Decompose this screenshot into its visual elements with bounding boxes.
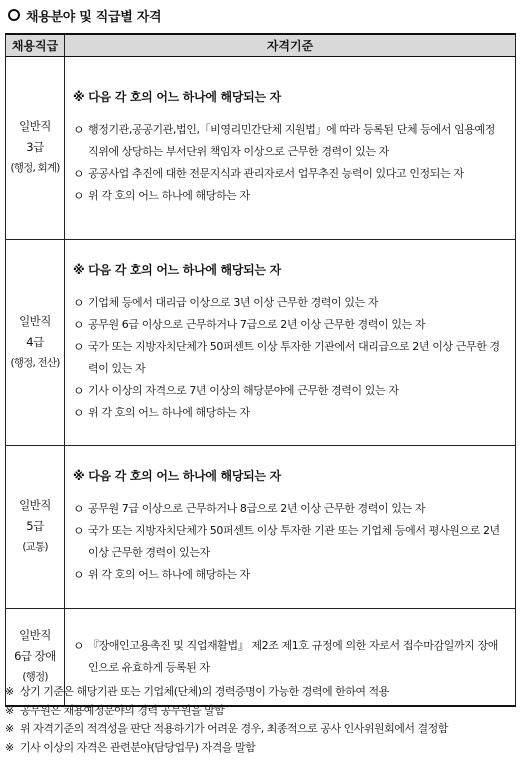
footnote-text: 위 자격기준의 적격성을 판단 적용하기가 어려운 경우, 최종적으로 공사 인사위원회에서 결정함 — [20, 722, 448, 735]
grade-line: 일반직 — [19, 119, 51, 133]
section-heading — [8, 4, 161, 26]
criteria-heading: ※ 다음 각 호의 어느 하나에 해당되는 자 — [73, 90, 281, 104]
circle-bullet-icon — [8, 9, 20, 21]
header-criteria: 자격기준 — [65, 34, 516, 56]
bullet-mark: ㅇ — [73, 405, 85, 420]
table-row — [6, 445, 516, 608]
bullet-mark: ㅇ — [73, 295, 85, 310]
header-grade: 채용직급 — [6, 34, 65, 56]
list-item — [73, 185, 507, 207]
bullet-mark: ㅇ — [73, 167, 85, 181]
footnote-text: 상기 기준은 해당기관 또는 기업체(단체)의 경력증명이 가능한 경력에 한하여 적용 — [20, 685, 389, 698]
list-item-text: 행정기관,공공기관,법인,「비영리민간단체 지원법」에 따라 등록된 단체 등에서 임용예정 직위에 상당하는 부서단위 책임자 이상으로 근무한 경력이 있는 자 — [88, 123, 495, 158]
note-mark: ※ — [5, 685, 14, 698]
list-item-text: 공공사업 추진에 대한 전문지식과 관리자로서 업무추진 능력이 있다고 인정되는 자 — [88, 167, 464, 180]
qualification-table — [5, 33, 516, 707]
grade-line: 일반직 — [19, 313, 51, 328]
list-item-text: 공무원 6급 이상으로 근무하거나 7급으로 2년 이상 근무한 경력이 있는 자 — [88, 317, 426, 331]
footnote-text: 기사 이상의 자격은 관련분야(담당업무) 자격을 말함 — [20, 740, 256, 754]
list-item-text: 『장애인고용촉진 및 직업재활법』 제2조 제1호 규정에 의한 자로서 접수마감일까지 장애인으로 유효하게 등록된 자 — [88, 638, 498, 674]
bullet-mark: ㅇ — [73, 317, 85, 332]
list-item-text: 국가 또는 지방자치단체가 50퍼센트 이상 투자한 기관에서 대리급으로 2년 이상 근무한 경력이 있는 자 — [88, 339, 500, 375]
bullet-mark: ㅇ — [73, 123, 85, 137]
list-item — [73, 635, 507, 679]
bullet-mark: ㅇ — [73, 502, 85, 516]
bullet-mark: ㅇ — [73, 524, 85, 538]
note-mark: ※ — [5, 740, 14, 754]
list-item-text: 국가 또는 지방자치단체가 50퍼센트 이상 투자한 기관 또는 기업체 등에서 평사원으로 2년 이상 근무한 경력이 있는자 — [88, 524, 500, 559]
list-item — [73, 119, 507, 163]
list-item — [73, 520, 507, 564]
grade-line: 일반직 — [19, 628, 51, 643]
list-item-text: 위 각 호의 어느 하나에 해당하는 자 — [88, 189, 250, 202]
list-item-text: 공무원 7급 이상으로 근무하거나 8급으로 2년 이상 근무한 경력이 있는 자 — [88, 502, 426, 515]
grade-line: 6급 장애 — [14, 649, 56, 664]
criteria-cell — [65, 445, 516, 608]
grade-line: 3급 — [26, 140, 44, 154]
footnotes — [5, 683, 517, 757]
list-item — [73, 564, 507, 586]
grade-line: (행정, 회계) — [10, 162, 60, 174]
grade-line: 일반직 — [19, 498, 51, 512]
grade-line: (행정, 전산) — [10, 356, 60, 369]
list-item — [73, 498, 507, 520]
list-item — [73, 292, 507, 314]
list-item — [73, 336, 507, 380]
list-item — [73, 163, 507, 185]
list-item — [73, 314, 507, 336]
grade-cell — [6, 239, 65, 445]
list-item-text: 기사 이상의 자격으로 7년 이상의 해당분야에 근무한 경력이 있는 자 — [88, 383, 399, 397]
list-item — [73, 380, 507, 402]
table-row — [6, 56, 516, 239]
bullet-mark: ㅇ — [73, 383, 85, 398]
grade-line: 4급 — [26, 334, 44, 349]
bullet-mark: ㅇ — [73, 189, 85, 203]
criteria-cell — [65, 56, 516, 239]
grade-cell — [6, 56, 65, 239]
list-item — [73, 402, 507, 424]
bullet-mark: ㅇ — [73, 638, 85, 653]
criteria-heading: ※ 다음 각 호의 어느 하나에 해당되는 자 — [73, 262, 281, 277]
table-row — [6, 239, 516, 445]
footnote-text: 공무원은 채용예정분야의 경력 공무원을 말함 — [20, 703, 225, 717]
criteria-heading: ※ 다음 각 호의 어느 하나에 해당되는 자 — [73, 469, 281, 483]
footnote — [5, 720, 517, 739]
note-mark: ※ — [5, 703, 14, 717]
bullet-mark: ㅇ — [73, 339, 85, 354]
footnote — [5, 683, 517, 702]
criteria-cell — [65, 239, 516, 445]
grade-cell — [6, 445, 65, 608]
section-title: 채용분야 및 직급별 자격 — [26, 9, 162, 25]
footnote — [5, 702, 517, 721]
grade-line: (교통) — [22, 541, 48, 553]
list-item-text: 위 각 호의 어느 하나에 해당하는 자 — [88, 568, 250, 581]
note-mark: ※ — [5, 722, 14, 735]
grade-line: (행정) — [22, 671, 48, 684]
footnote — [5, 739, 517, 758]
grade-line: 5급 — [26, 519, 44, 533]
list-item-text: 기업체 등에서 대리급 이상으로 3년 이상 근무한 경력이 있는 자 — [88, 295, 379, 309]
list-item-text: 위 각 호의 어느 하나에 해당하는 자 — [88, 405, 250, 419]
table-header-row — [6, 34, 516, 56]
bullet-mark: ㅇ — [73, 568, 85, 582]
